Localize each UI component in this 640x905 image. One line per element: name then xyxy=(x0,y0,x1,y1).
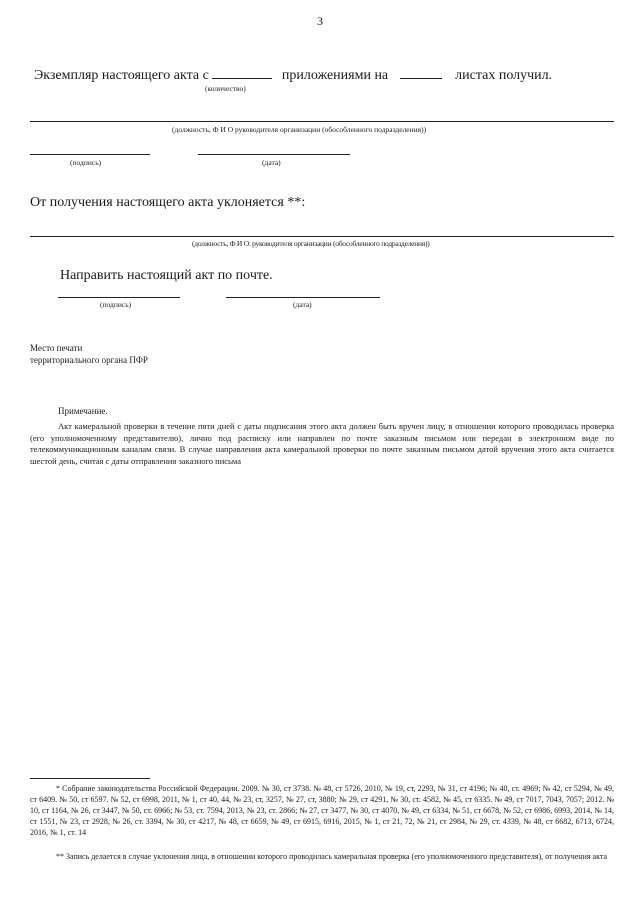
recipient-date-caption: (дата) xyxy=(262,158,281,167)
receipt-text-1: Экземпляр настоящего акта с xyxy=(34,68,209,83)
note-title: Примечание. xyxy=(58,406,108,416)
mail-signature-line xyxy=(58,297,180,298)
recipient-position-line xyxy=(30,121,614,122)
footnote-1: * Собрание законодательства Российской Федерации. 2009. № 30, ст 3738. № 48, ст 5726, 2010, № 19, ст, 2293, № 31, ст 4196; № 40, ст. 4969; № 42, ст 5294, № 49, ст 6409. № 50, ст 6597. № 52, ст 6998, 2011, № 1, ст 40, 44, № 23, ст, 3257, № 27, ст, 3880; № 29, ст 4291, № 30, ст. 4582, № 45, ст 6335. № 49, ст 7017, 7043, 7057; 2012. № 10, ст 1164, № 26, ст 3447, № 50, ст. 6966; № 53, ст. 7594, 2013, № 23, ст. 2866; № 27, ст 3477, № 30, ст 4070, № 49, ст 6334, № 51, ст 6678, № 52, ст 6986, 6993, 2014, № 14, ст 1551, № 23, ст 2928, № 26, ст. 3394, № 30, ст 4217, № 48, ст 6659, № 49, ст 6915, 6916, 2015, № 1, ст 21, 72, № 21, ст 2984, № 29, ст. 4339, № 48, ст 6682, 6713, 6724, 2016, № 1, ст. 14 xyxy=(30,784,614,837)
mail-date-caption: (дата) xyxy=(293,300,312,309)
recipient-date-line xyxy=(198,154,350,155)
seal-place xyxy=(30,342,148,366)
footnote-2: ** Запись делается в случае уклонения лица, в отношении которого проводилась камеральная проверка (его уполномоченного представителя), от получения акта xyxy=(56,852,608,861)
seal-line-1: Место печати xyxy=(30,343,83,353)
footnote-separator xyxy=(30,778,150,779)
receipt-line xyxy=(34,66,552,84)
recipient-signature-line xyxy=(30,154,150,155)
receipt-text-3: листах получил. xyxy=(455,68,553,83)
mail-title: Направить настоящий акт по почте. xyxy=(60,268,273,283)
seal-line-2: территориального органа ПФР xyxy=(30,355,148,365)
page-number: 3 xyxy=(317,14,323,28)
mail-date-line xyxy=(226,297,380,298)
evasion-position-caption: (должность, Ф И О. руководителя организации (обособленного подразделения)) xyxy=(192,239,430,248)
mail-signature-caption: (подпись) xyxy=(100,300,132,309)
recipient-position-caption: (должность, Ф И О руководителя организации (обособленного подразделения)) xyxy=(172,125,427,134)
attachments-quantity-blank xyxy=(212,66,272,79)
quantity-caption: (количество) xyxy=(205,84,246,93)
evasion-title: От получения настоящего акта уклоняется **: xyxy=(30,195,306,210)
note-body: Акт камеральной проверки в течение пяти дней с даты подписания этого акта должен быть вручен лицу, в отношении которого проводилась проверка (его уполномоченному представителю), лично под расписку или направлен по почте заказным письмом или передан в электронном виде по телекоммуникационным каналам связи. В случае направления акта камеральной проверки по почте заказным письмом датой вручения этого акта считается шестой день, считая с даты отправления заказного письма xyxy=(30,421,614,466)
receipt-text-2: приложениями на xyxy=(281,68,389,83)
recipient-signature-caption: (подпись) xyxy=(70,158,102,167)
sheets-count-blank xyxy=(400,66,442,79)
evasion-position-line xyxy=(30,236,614,237)
